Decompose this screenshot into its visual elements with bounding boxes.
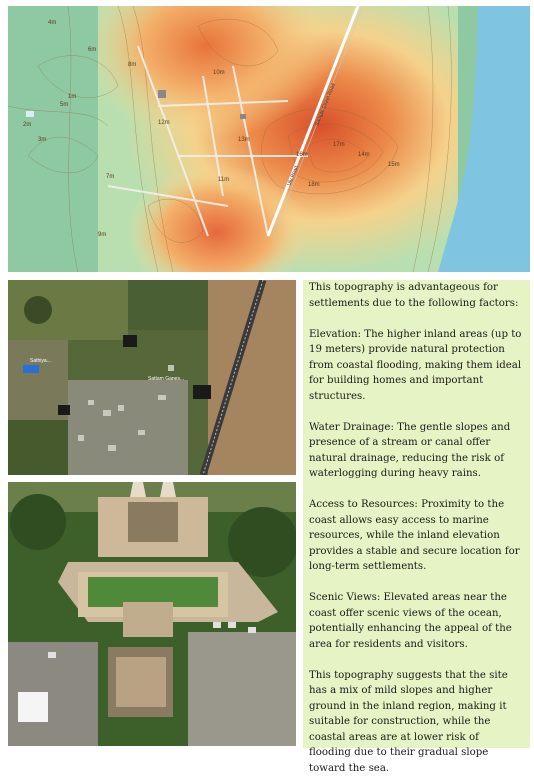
svg-text:7m: 7m [106,174,114,180]
description-conclusion: This topography suggests that the site has a mix of mild slopes and higher ground in the inland region, making it suitable for construction, while the coastal areas are at lower risk of flooding due to their gradual slope toward the sea. [309,668,524,776]
svg-text:14m: 14m [358,152,370,158]
description-point-drainage: Water Drainage: The gentle slopes and presence of a stream or canal offer natural drainage, reducing the risk of waterlogging during heavy rains. [309,420,524,482]
building-marker [158,90,166,98]
svg-text:1m: 1m [68,94,76,100]
topographic-map [8,6,530,272]
pond-marker [123,335,137,347]
description-point-views: Scenic Views: Elevated areas near the coast offer scenic views of the ocean, potentially enhancing the appeal of the area for residents and visitors. [309,590,524,652]
temple-aerial-photo [8,482,296,746]
building-marker [240,114,246,119]
svg-text:Sathiya...: Sathiya... [30,358,51,364]
pond-marker [26,111,34,117]
svg-text:9m: 9m [98,232,106,238]
description-point-resources: Access to Resources: Proximity to the coast allows easy access to marine resources, while the inland elevation provides a stable and secure location for long-term settlements. [309,497,524,575]
temple-aerial-svg [8,482,296,746]
aerial-photo-svg [8,280,296,475]
svg-text:Sample Street Road: Sample Street Road [314,83,337,127]
svg-text:4m: 4m [48,20,56,26]
aerial-photo [8,280,296,475]
description-panel [303,280,530,748]
svg-text:16m: 16m [296,152,308,158]
svg-text:15m: 15m [388,162,400,168]
svg-text:10m: 10m [213,70,225,76]
svg-text:13m: 13m [238,137,250,143]
svg-text:Sattam Ganes...: Sattam Ganes... [148,376,184,382]
description-intro: This topography is advantageous for settlements due to the following factors: [309,280,524,311]
svg-text:18m: 18m [308,182,320,188]
svg-text:3m: 3m [38,137,46,143]
svg-text:11m: 11m [218,177,229,183]
pond-marker [193,385,211,399]
svg-text:12m: 12m [158,120,170,126]
description-point-elevation: Elevation: The higher inland areas (up to 19 meters) provide natural protection from coastal flooding, making them ideal for building homes and important structures. [309,327,524,405]
svg-text:Ulu Road: Ulu Road [286,165,299,187]
svg-text:17m: 17m [333,142,345,148]
topographic-map-svg [8,6,530,272]
svg-text:8m: 8m [128,62,136,68]
building-marker [23,365,39,373]
pond-marker [58,405,70,415]
svg-text:2m: 2m [23,122,31,128]
svg-text:6m: 6m [88,47,96,53]
svg-text:5m: 5m [60,102,68,108]
